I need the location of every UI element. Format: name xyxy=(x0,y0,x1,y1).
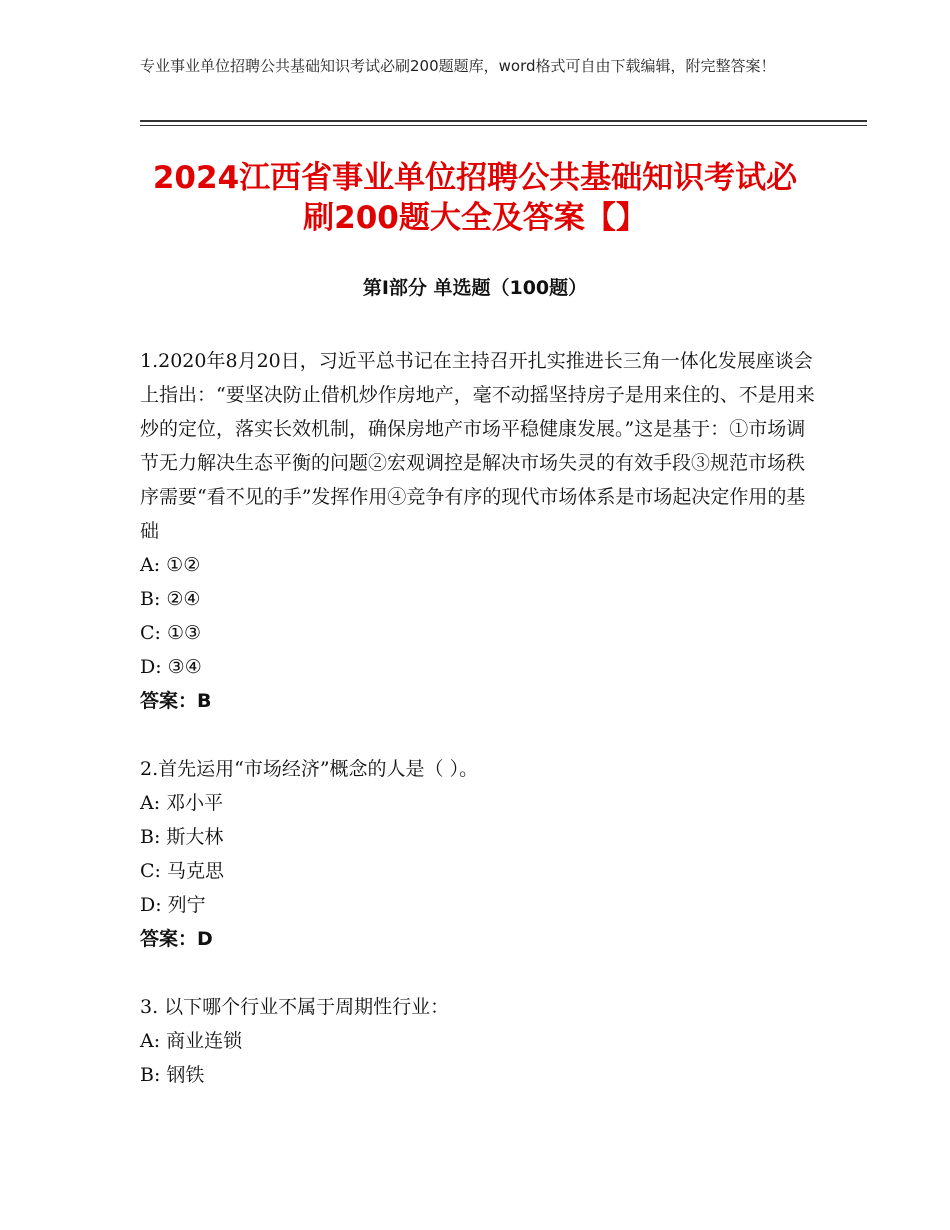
page-header: 专业事业单位招聘公共基础知识考试必刷200题题库，word格式可自由下载编辑，附完整答案！ xyxy=(140,57,776,75)
question-3 xyxy=(140,990,820,1092)
option-a: A: ①② xyxy=(140,554,201,576)
question-stem: 1.2020年8月20日，习近平总书记在主持召开扎实推进长三角一体化发展座谈会上指出：“要坚决防止借机炒作房地产，毫不动摇坚持房子是用来住的、不是用来炒的定位，落实长效机制，确保房地产市场平稳健康发展。”这是基于：①市场调节无力解决生态平衡的问题②宏观调控是解决市场失灵的有效手段③规范市场秩序需要“看不见的手”发挥作用④竞争有序的现代市场体系是市场起决定作用的基础 xyxy=(140,350,815,542)
header-divider-thick xyxy=(140,120,867,122)
answer: 答案：B xyxy=(140,690,212,712)
header-divider-thin xyxy=(140,125,867,126)
option-d: D: ③④ xyxy=(140,656,202,678)
question-stem: 3. 以下哪个行业不属于周期性行业： xyxy=(140,996,450,1018)
option-b: B: 斯大林 xyxy=(140,826,224,848)
section-heading: 第Ⅰ部分 单选题（100题） xyxy=(362,277,588,299)
option-b: B: 钢铁 xyxy=(140,1064,205,1086)
option-d: D: 列宁 xyxy=(140,894,206,916)
option-a: A: 邓小平 xyxy=(140,792,224,814)
option-a: A: 商业连锁 xyxy=(140,1030,243,1052)
option-c: C: 马克思 xyxy=(140,860,224,882)
question-2 xyxy=(140,752,820,956)
answer: 答案：D xyxy=(140,928,213,950)
question-1 xyxy=(140,344,820,718)
option-c: C: ①③ xyxy=(140,622,202,644)
question-stem: 2.首先运用“市场经济”概念的人是（ ）。 xyxy=(140,758,479,780)
option-b: B: ②④ xyxy=(140,588,201,610)
document-title: 2024江西省事业单位招聘公共基础知识考试必刷200题大全及答案【】 xyxy=(152,160,798,236)
